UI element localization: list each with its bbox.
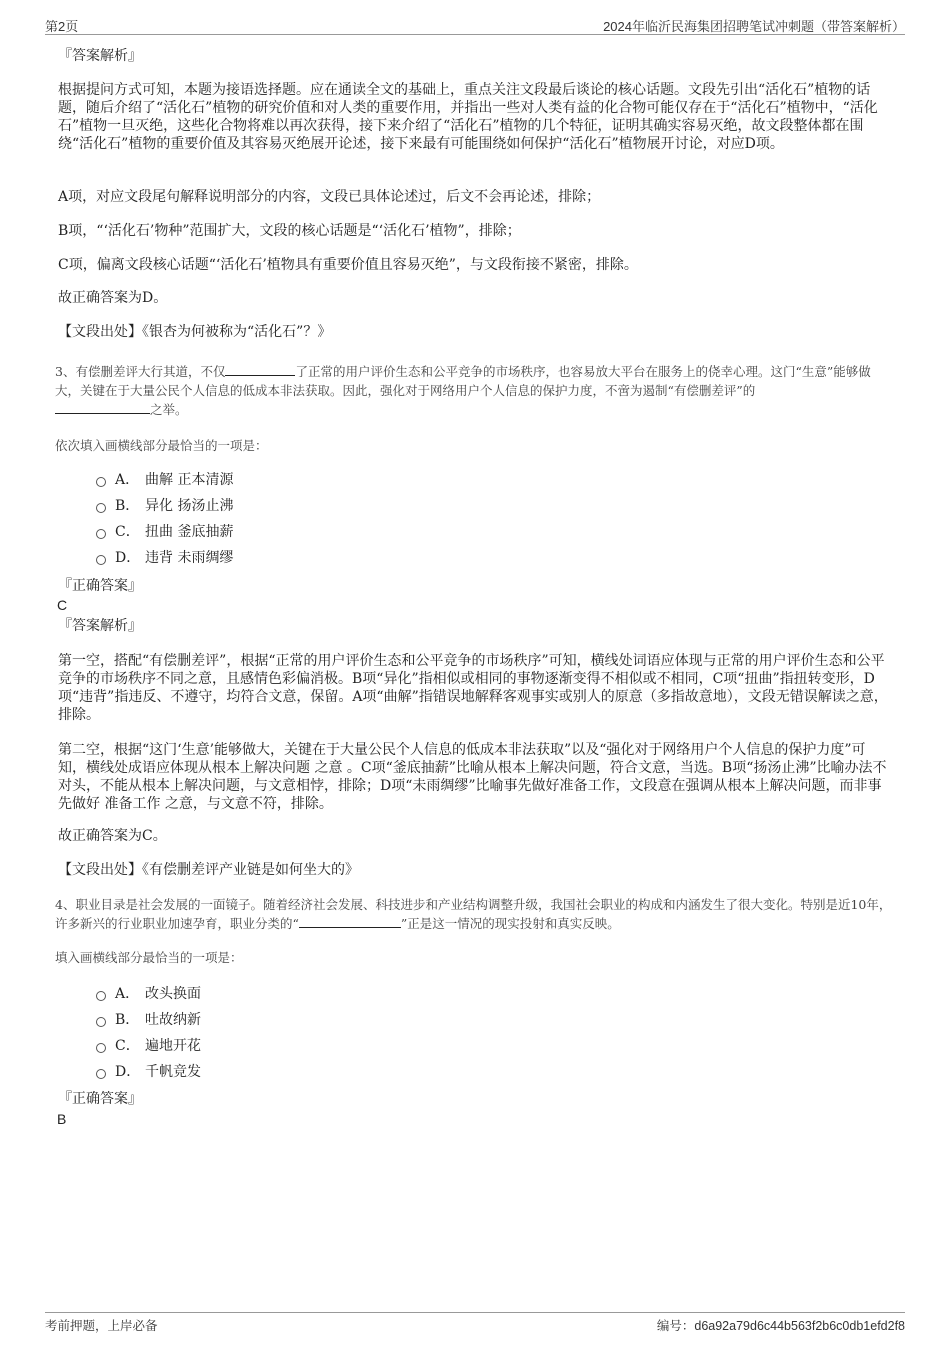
q4-option-c[interactable]: C． 遍地开花 [96, 1036, 201, 1056]
q4-blank [299, 915, 401, 928]
q2-conclusion: 故正确答案为D。 [58, 290, 168, 306]
q2-option-a-explanation: A项，对应文段尾句解释说明部分的内容，文段已具体论述过，后文不会再论述，排除； [58, 189, 601, 205]
q3-stem: 3、有偿删差评大行其道，不仅 了正常的用户评价生态和公平竞争的市场秩序，也容易放大平台在服务上的侥幸心理。这门“生意”能够做大，关键在于大量公民个人信息的低成本非法获取。因此，强化对于网络用户个人信息的保护力度，不啻为遏制“有偿删差评”的 之举。 [55, 364, 871, 417]
q4-option-b[interactable]: B． 吐故纳新 [96, 1010, 201, 1030]
radio-icon[interactable] [96, 1043, 106, 1053]
q2-analysis-paragraph: 根据提问方式可知，本题为接语选择题。应在通读全文的基础上，重点关注文段最后谈论的核心话题。文段先引出“活化石”植物的话题，随后介绍了“活化石”植物的研究价值和对人类的重要作用，并指出一些对人类有益的化合物可能仅存在于“活化石”植物中，“活化石”植物一旦灭绝，这些化合物将难以再次获得，接下来介绍了“活化石”植物的几个特征，证明其确实容易灭绝，故文段整体都在围绕“活化石”植物的重要价值及其容易灭绝展开论述，接下来最有可能围绕如何保护“活化石”植物展开讨论，对应D项。 [58, 82, 878, 152]
q4-answer: B [57, 1111, 67, 1127]
page-number: 第2页 [45, 19, 79, 34]
radio-icon[interactable] [96, 477, 106, 487]
radio-icon[interactable] [96, 1069, 106, 1079]
q3-prompt: 依次填入画横线部分最恰当的一项是： [55, 438, 268, 453]
q2-analysis-label: 『答案解析』 [58, 48, 142, 64]
q3-answer: C [57, 597, 68, 613]
radio-icon[interactable] [96, 1017, 106, 1027]
document-id: 编号：d6a92a79d6c44b563f2b6c0db1efd2f8 [656, 1319, 905, 1333]
footer-slogan: 考前押题，上岸必备 [45, 1319, 158, 1333]
radio-icon[interactable] [96, 991, 106, 1001]
radio-icon[interactable] [96, 555, 106, 565]
q3-blank-1 [225, 363, 295, 376]
q3-source: 【文段出处】《有偿删差评产业链是如何坐大的》 [58, 862, 359, 878]
q3-option-b[interactable]: B． 异化 扬汤止沸 [96, 496, 233, 516]
q3-option-a[interactable]: A． 曲解 正本清源 [96, 470, 233, 490]
q3-analysis-label: 『答案解析』 [58, 618, 142, 634]
q3-option-d[interactable]: D． 违背 未雨绸缪 [96, 548, 233, 568]
q3-option-c[interactable]: C． 扭曲 釜底抽薪 [96, 522, 233, 542]
q4-stem: 4、职业目录是社会发展的一面镜子。随着经济社会发展、科技进步和产业结构调整升级，我国社会职业的构成和内涵发生了很大变化。特别是近10年，许多新兴的行业职业加速孕育，职业分类的“ ”正是这一情况的现实投射和真实反映。 [55, 897, 892, 931]
q4-option-d[interactable]: D． 千帆竞发 [96, 1062, 201, 1082]
q3-answer-label: 『正确答案』 [58, 578, 142, 594]
q4-option-a[interactable]: A． 改头换面 [96, 984, 201, 1004]
page-footer [45, 1312, 905, 1333]
q4-prompt: 填入画横线部分最恰当的一项是： [55, 950, 243, 965]
radio-icon[interactable] [96, 503, 106, 513]
q2-option-b-explanation: B项，“‘活化石’物种”范围扩大，文段的核心话题是“‘活化石’植物”，排除； [58, 223, 521, 239]
q2-source: 【文段出处】《银杏为何被称为“活化石”？》 [58, 324, 332, 340]
q3-conclusion: 故正确答案为C。 [58, 828, 167, 844]
radio-icon[interactable] [96, 529, 106, 539]
q3-analysis-paragraph-1: 第一空，搭配“有偿删差评”，根据“正常的用户评价生态和公平竞争的市场秩序”可知，横线处词语应体现与正常的用户评价生态和公平竞争的市场秩序不同之意，且感情色彩偏消极。B项“异化”指相似或相同的事物逐渐变得不相似或不相同，C项“扭曲”指扭转变形，D项“违背”指违反、不遵守，均符合文意，保留。A项“曲解”指错误地解释客观事实或别人的原意（多指故意地），文段无错误解读之意，排除。 [58, 653, 888, 723]
q3-analysis-paragraph-2: 第二空，根据“这门‘生意’能够做大，关键在于大量公民个人信息的低成本非法获取”以及“强化对于网络用户个人信息的保护力度”可知，横线处成语应体现从根本上解决问题 之意 。C项“釜底抽薪”比喻从根本上解决问题，符合文意，当选。B项“扬汤止沸”比喻办法不对头，不能从根本上解决问题，与文意相悖，排除；D项“未雨绸缪”比喻事先做好准备工作，文段意在强调从根本上解决问题，而非事先做好 准备工作 之意，与文意不符，排除。 [58, 742, 887, 812]
document-title: 2024年临沂民海集团招聘笔试冲刺题（带答案解析） [603, 19, 905, 34]
q4-answer-label: 『正确答案』 [58, 1091, 142, 1107]
page-header [45, 14, 905, 35]
q2-option-c-explanation: C项，偏离文段核心话题“‘活化石’植物具有重要价值且容易灭绝”，与文段衔接不紧密，排除。 [58, 257, 638, 273]
q3-blank-2 [55, 401, 150, 414]
